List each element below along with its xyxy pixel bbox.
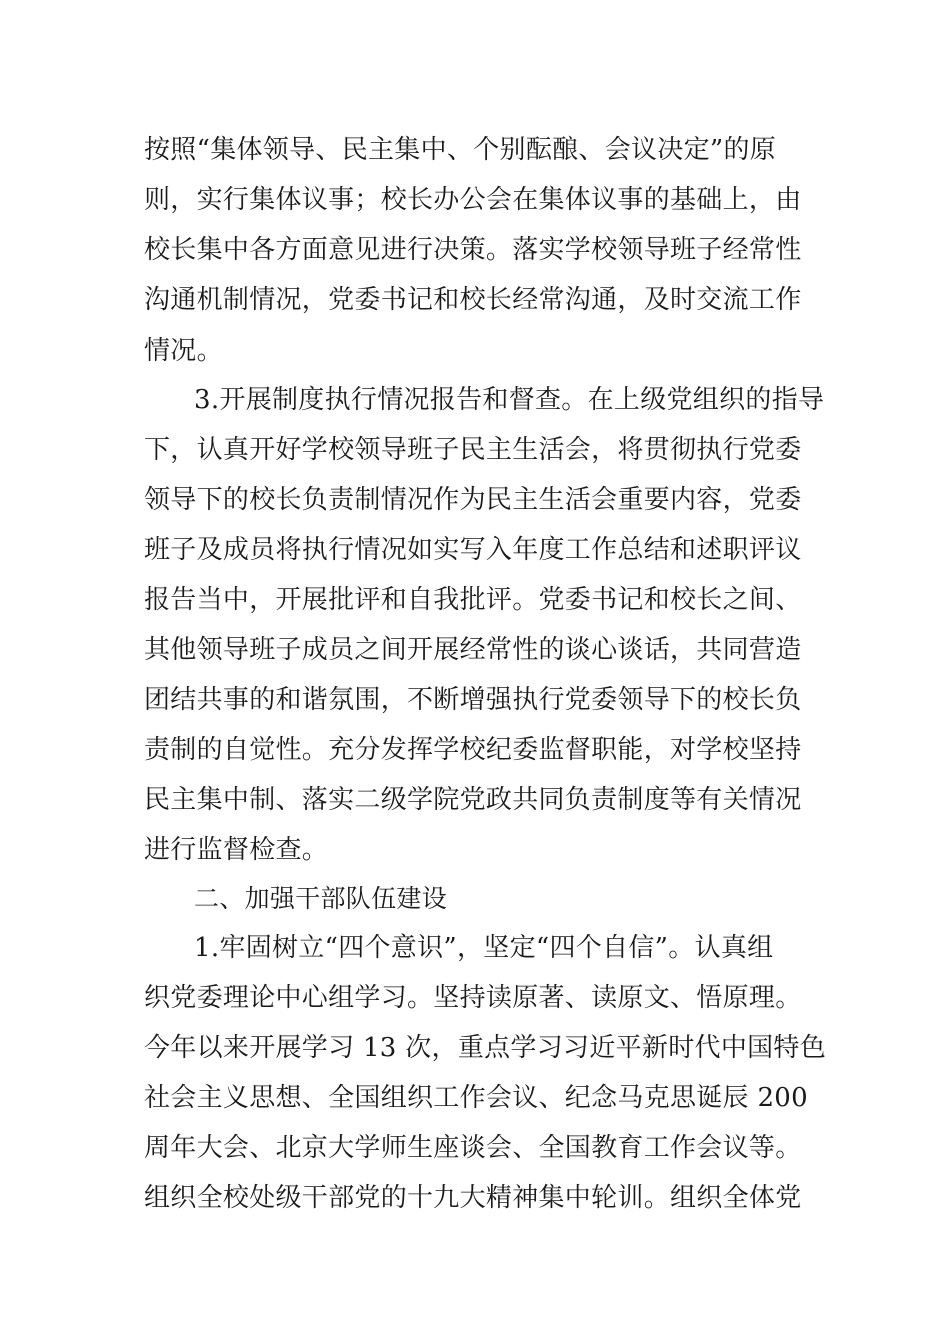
text-line-8: 领导下的校长负责制情况作为民主生活会重要内容，党委 <box>144 485 802 515</box>
text-line-3: 校长集中各方面意见进行决策。落实学校领导班子经常性 <box>144 235 802 265</box>
text-line-13: 责制的自觉性。充分发挥学校纪委监督职能，对学校坚持 <box>144 735 802 765</box>
text-line-20: 社会主义思想、全国组织工作会议、纪念马克思诞辰 200 <box>144 1083 808 1113</box>
text-line-12: 团结共事的和谐氛围，不断增强执行党委领导下的校长负 <box>144 685 802 715</box>
text-line-18: 织党委理论中心组学习。坚持读原著、读原文、悟原理。 <box>144 983 802 1013</box>
text-line-21: 周年大会、北京大学师生座谈会、全国教育工作会议等。 <box>144 1133 802 1163</box>
text-line-22: 组织全校处级干部党的十九大精神集中轮训。组织全体党 <box>144 1183 802 1213</box>
text-line-4: 沟通机制情况，党委书记和校长经常沟通，及时交流工作 <box>144 285 802 315</box>
text-line-19: 今年以来开展学习 13 次，重点学习习近平新时代中国特色 <box>144 1033 827 1063</box>
text-line-7: 下，认真开好学校领导班子民主生活会，将贯彻执行党委 <box>144 435 802 465</box>
text-line-11: 其他领导班子成员之间开展经常性的谈心谈话，共同营造 <box>144 635 802 665</box>
text-line-10: 报告当中，开展批评和自我批评。党委书记和校长之间、 <box>144 585 802 615</box>
text-line-9: 班子及成员将执行情况如实写入年度工作总结和述职评议 <box>144 535 802 565</box>
paragraph-3-first-line: 3.开展制度执行情况报告和督查。在上级党组织的指导 <box>194 385 825 415</box>
text-line-14: 民主集中制、落实二级学院党政共同负责制度等有关情况 <box>144 785 802 815</box>
paragraph-1-first-line: 1.牢固树立“四个意识”，坚定“四个自信”。认真组 <box>194 933 774 963</box>
text-line-2: 则，实行集体议事；校长办公会在集体议事的基础上，由 <box>144 185 802 215</box>
text-line-1: 按照“集体领导、民主集中、个别酝酿、会议决定”的原 <box>144 135 777 165</box>
section-heading: 二、加强干部队伍建设 <box>194 884 448 913</box>
text-line-15: 进行监督检查。 <box>144 835 329 865</box>
text-line-5: 情况。 <box>144 336 223 366</box>
